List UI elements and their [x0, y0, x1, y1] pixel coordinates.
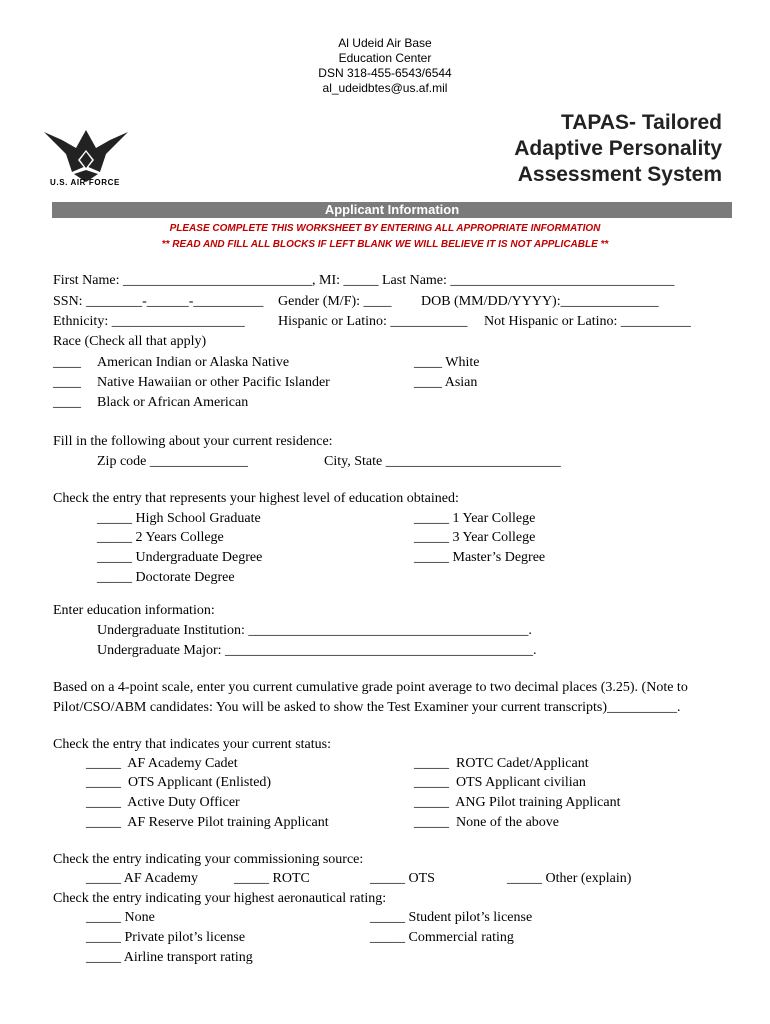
- logo-text: U.S. AIR FORCE: [50, 178, 120, 187]
- contact-header: [0, 36, 770, 96]
- header-email: al_udeidbtes@us.af.mil: [322, 81, 448, 95]
- aero-private-option[interactable]: _____ Private pilot’s license: [86, 930, 246, 945]
- not-hispanic-field[interactable]: Not Hispanic or Latino: __________: [484, 314, 691, 329]
- status-af-academy-option[interactable]: _____ AF Academy Cadet: [86, 756, 238, 771]
- edu-doctorate-option[interactable]: _____ Doctorate Degree: [97, 570, 235, 585]
- race-asian-option[interactable]: ____ Asian: [414, 375, 478, 390]
- commission-other-option[interactable]: _____ Other (explain): [507, 871, 632, 886]
- commission-af-academy-option[interactable]: _____ AF Academy: [86, 871, 198, 886]
- commission-rotc-option[interactable]: _____ ROTC: [234, 871, 310, 886]
- edu-undergrad-option[interactable]: _____ Undergraduate Degree: [97, 550, 263, 565]
- race-white-option[interactable]: ____ White: [414, 355, 480, 370]
- dob-field[interactable]: DOB (MM/DD/YYYY):______________: [421, 294, 659, 309]
- ssn-field[interactable]: SSN: ________-______-__________: [53, 294, 264, 309]
- race-american-indian-blank[interactable]: ____: [53, 355, 81, 370]
- race-black-label: Black or African American: [97, 395, 249, 410]
- edu-one-year-option[interactable]: _____ 1 Year College: [414, 511, 536, 526]
- race-american-indian-label: American Indian or Alaska Native: [97, 355, 290, 370]
- header-base-name: Al Udeid Air Base: [338, 36, 432, 50]
- race-label: Race (Check all that apply): [53, 334, 207, 349]
- header-phone: DSN 318-455-6543/6544: [318, 66, 452, 80]
- edu-high-school-option[interactable]: _____ High School Graduate: [97, 511, 261, 526]
- status-none-option[interactable]: _____ None of the above: [414, 815, 560, 830]
- city-state-field[interactable]: City, State _________________________: [324, 454, 561, 469]
- notice-line-1: PLEASE COMPLETE THIS WORKSHEET BY ENTERING ALL APPROPRIATE INFORMATION: [169, 223, 601, 234]
- status-ots-enlisted-option[interactable]: _____ OTS Applicant (Enlisted): [86, 775, 272, 790]
- undergrad-major-field[interactable]: Undergraduate Major: ____________________________________________.: [97, 643, 537, 658]
- gpa-field[interactable]: Pilot/CSO/ABM candidates: You will be asked to show the Test Examiner your current transcripts)__________.: [53, 700, 681, 715]
- aero-commercial-option[interactable]: _____ Commercial rating: [370, 930, 514, 945]
- aeronautical-label: Check the entry indicating your highest aeronautical rating:: [53, 891, 387, 906]
- header-center-name: Education Center: [338, 51, 432, 65]
- edu-masters-option[interactable]: _____ Master’s Degree: [414, 550, 546, 565]
- name-field[interactable]: First Name: ___________________________, MI: _____ Last Name: ________________________________: [53, 273, 675, 288]
- gender-field[interactable]: Gender (M/F): ____: [278, 294, 392, 309]
- aero-none-option[interactable]: _____ None: [86, 910, 155, 925]
- aero-airline-option[interactable]: _____ Airline transport rating: [86, 950, 253, 965]
- edu-two-years-option[interactable]: _____ 2 Years College: [97, 530, 224, 545]
- title-line-2: Adaptive Personality: [514, 137, 722, 160]
- status-active-duty-option[interactable]: _____ Active Duty Officer: [86, 795, 240, 810]
- commission-ots-option[interactable]: _____ OTS: [370, 871, 435, 886]
- race-native-hawaiian-label: Native Hawaiian or other Pacific Islander: [97, 375, 330, 390]
- status-ang-option[interactable]: _____ ANG Pilot training Applicant: [414, 795, 621, 810]
- status-rotc-option[interactable]: _____ ROTC Cadet/Applicant: [414, 756, 589, 771]
- hispanic-field[interactable]: Hispanic or Latino: ___________: [278, 314, 468, 329]
- notice-line-2: ** READ AND FILL ALL BLOCKS IF LEFT BLANK WE WILL BELIEVE IT IS NOT APPLICABLE **: [161, 239, 609, 250]
- status-af-reserve-option[interactable]: _____ AF Reserve Pilot training Applicant: [86, 815, 329, 830]
- education-info-label: Enter education information:: [53, 603, 215, 618]
- title-line-3: Assessment System: [517, 163, 722, 186]
- undergrad-institution-field[interactable]: Undergraduate Institution: ________________________________________.: [97, 623, 532, 638]
- document-title: [514, 110, 722, 188]
- gpa-instructions: Based on a 4-point scale, enter you current cumulative grade point average to two decimal places (3.25). (Note to: [53, 680, 688, 695]
- commissioning-label: Check the entry indicating your commissioning source:: [53, 852, 364, 867]
- status-label: Check the entry that indicates your current status:: [53, 737, 331, 752]
- title-line-1: TAPAS- Tailored: [560, 111, 722, 134]
- race-native-hawaiian-blank[interactable]: ____: [53, 375, 81, 390]
- zip-code-field[interactable]: Zip code ______________: [97, 454, 248, 469]
- section-banner: Applicant Information: [52, 202, 732, 218]
- race-black-blank[interactable]: ____: [53, 395, 81, 410]
- edu-three-year-option[interactable]: _____ 3 Year College: [414, 530, 536, 545]
- status-ots-civilian-option[interactable]: _____ OTS Applicant civilian: [414, 775, 586, 790]
- aero-student-option[interactable]: _____ Student pilot’s license: [370, 910, 533, 925]
- education-level-label: Check the entry that represents your highest level of education obtained:: [53, 491, 459, 506]
- ethnicity-field[interactable]: Ethnicity: ___________________: [53, 314, 245, 329]
- residence-label: Fill in the following about your current residence:: [53, 434, 333, 449]
